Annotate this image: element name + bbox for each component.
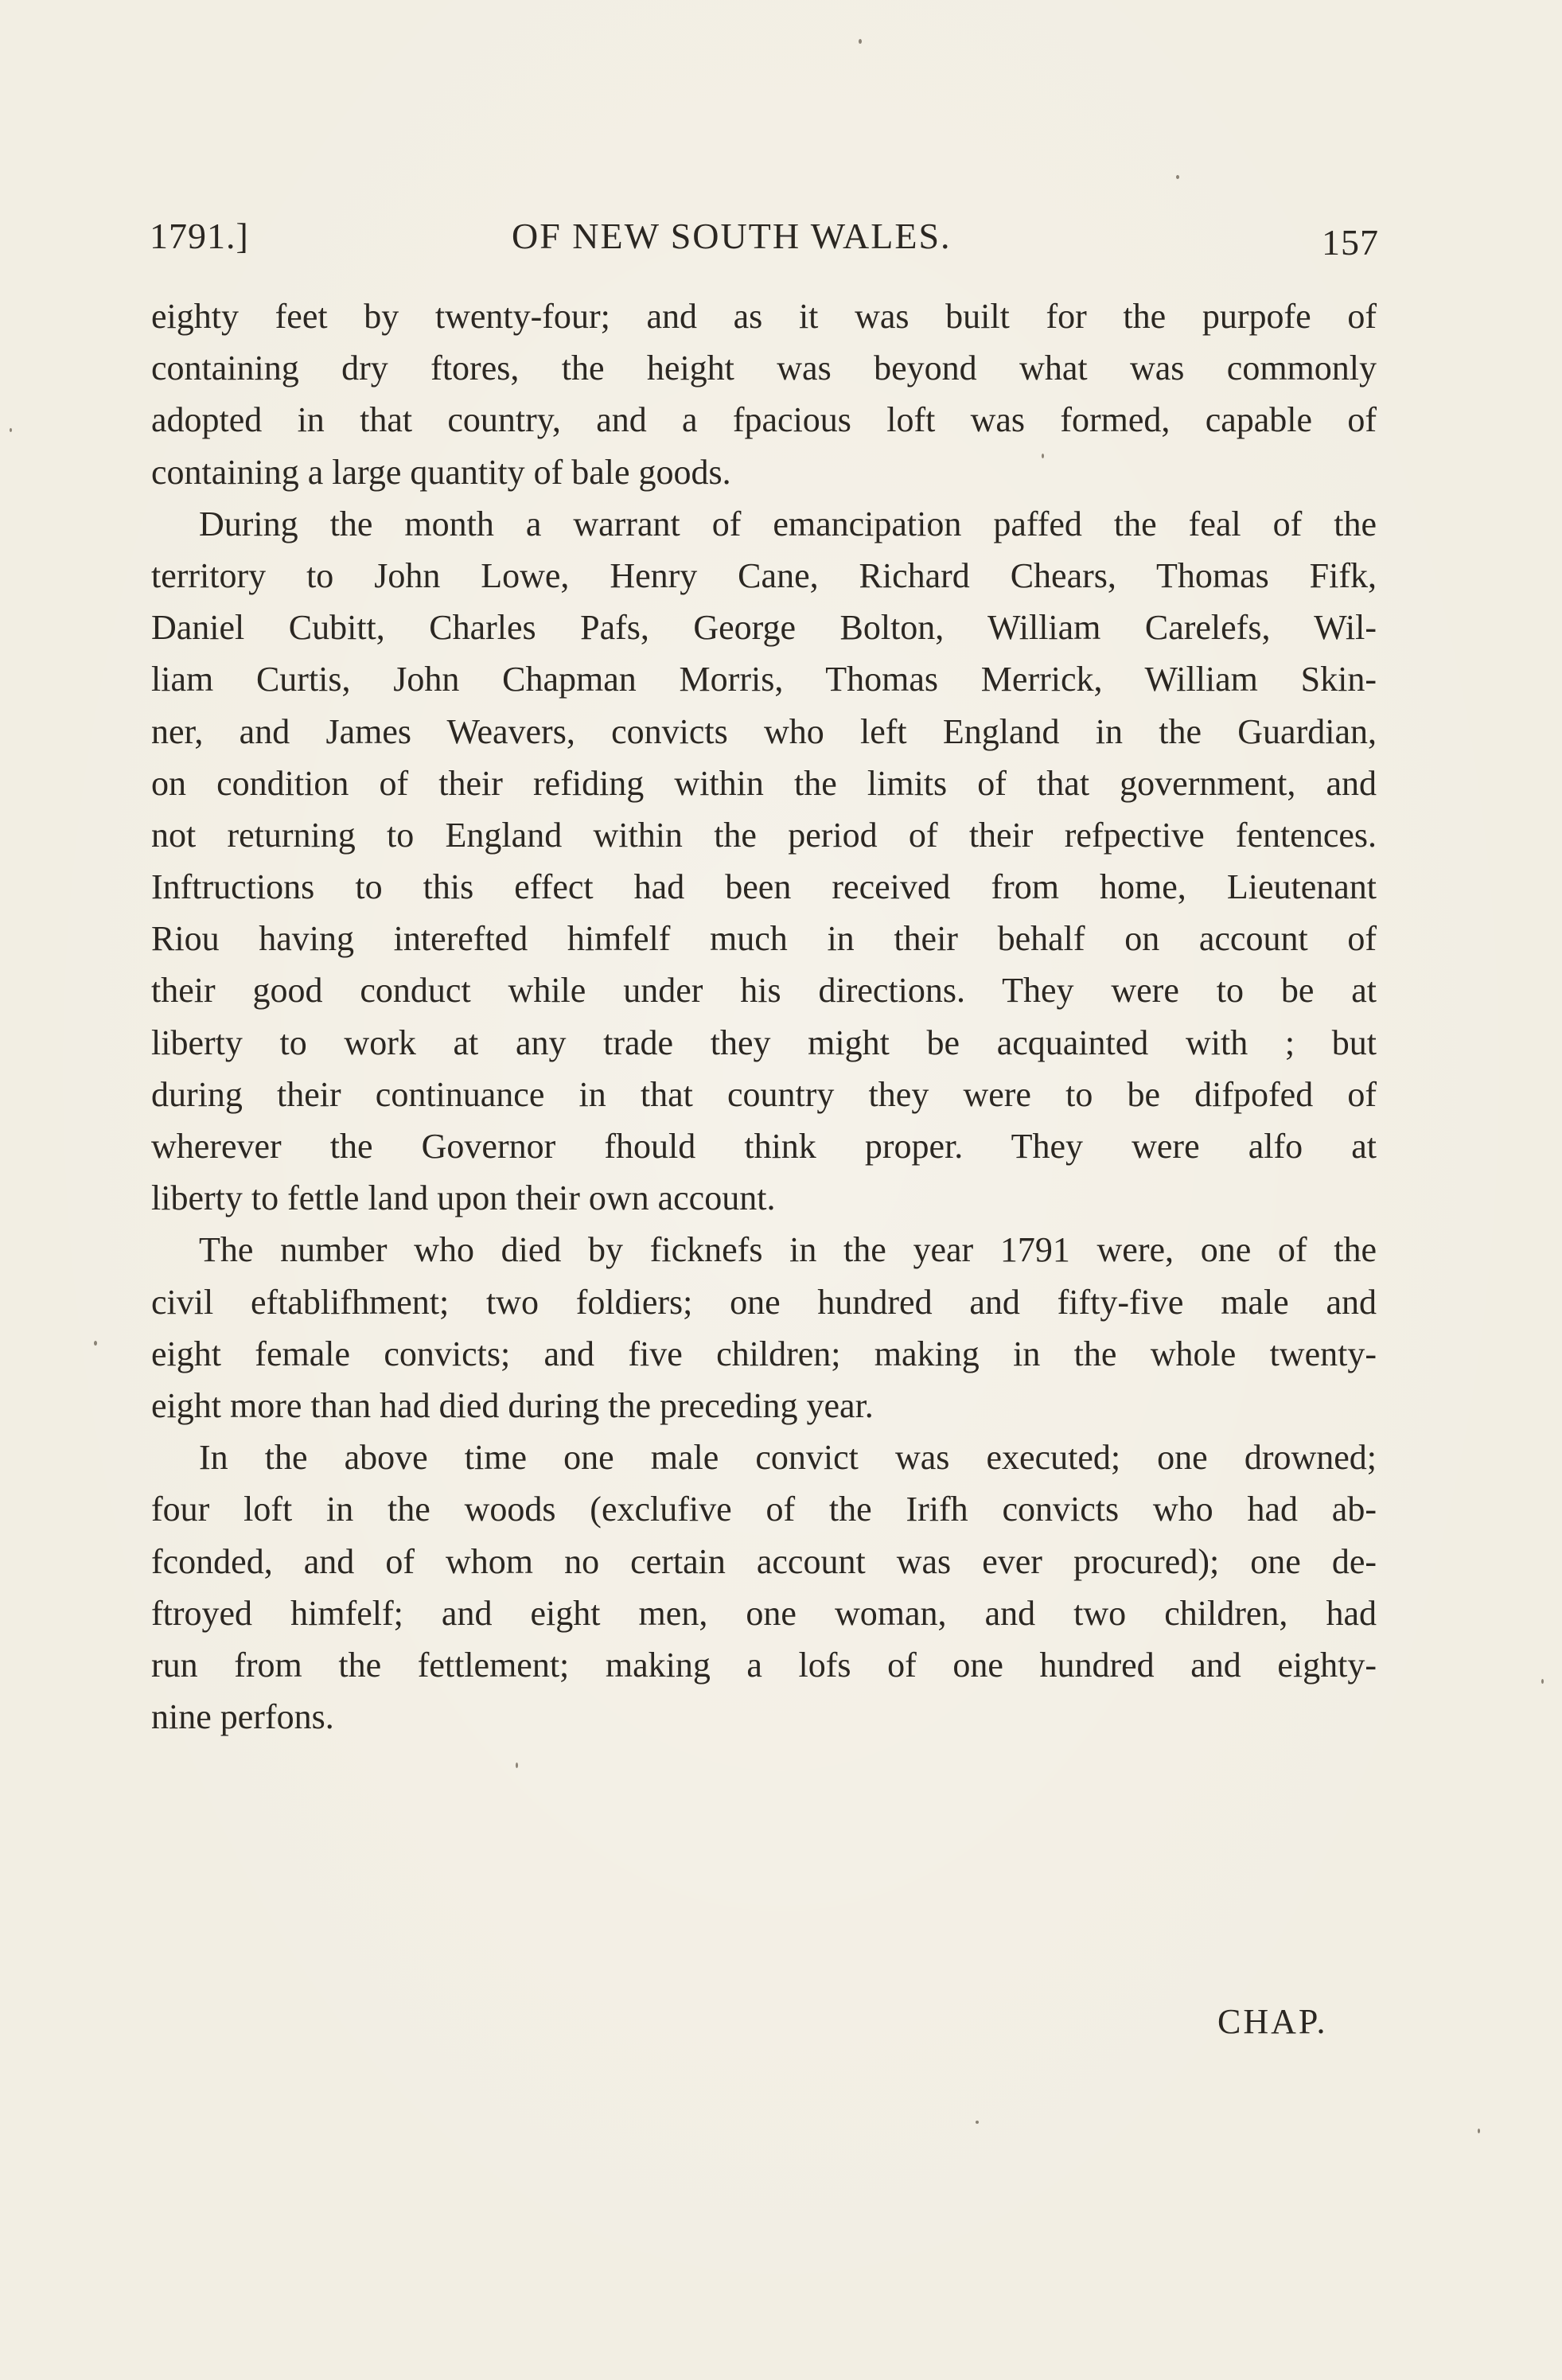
text-line: containing dry ftores, the height was beyond what was commonly: [151, 349, 1377, 388]
text-line: territory to John Lowe, Henry Cane, Richard Chears, Thomas Fifk,: [151, 555, 1377, 595]
text-line: their good conduct while under his directions. They were to be at: [151, 971, 1377, 1011]
text-line: ftroyed himfelf; and eight men, one woman, and two children, had: [151, 1593, 1377, 1633]
text-line: run from the fettlement; making a lofs of one hundred and eighty-: [151, 1645, 1377, 1685]
paper-speck: [516, 1763, 518, 1768]
text-line: during their continuance in that country they were to be difpofed of: [151, 1074, 1377, 1114]
running-head: [150, 208, 1379, 264]
running-head-title: OF NEW SOUTH WALES.: [512, 216, 952, 256]
paper-speck: [859, 39, 862, 44]
text-line: ner, and James Weavers, convicts who left England in the Guardian,: [151, 711, 1377, 751]
text-line: wherever the Governor fhould think proper. They were alfo at: [151, 1127, 1377, 1166]
text-line: containing a large quantity of bale goods.: [151, 452, 731, 492]
text-line: adopted in that country, and a fpacious loft was formed, capable of: [151, 400, 1377, 440]
text-line: four loft in the woods (exclufive of the Irifh convicts who had ab-: [151, 1490, 1377, 1529]
text-line: liberty to fettle land upon their own account.: [151, 1178, 776, 1218]
page-number: 157: [1322, 222, 1379, 263]
text-line: During the month a warrant of emancipation paffed the feal of the: [199, 504, 1377, 543]
paper-speck: [94, 1341, 97, 1346]
text-line: Riou having interefted himfelf much in their behalf on account of: [151, 919, 1377, 959]
paper-speck: [1042, 454, 1044, 458]
text-line: eight more than had died during the preceding year.: [151, 1385, 874, 1425]
text-line: fconded, and of whom no certain account was ever procured); one de-: [151, 1541, 1377, 1581]
text-line: eight female convicts; and five children; making in the whole twenty-: [151, 1334, 1377, 1373]
catchword: CHAP.: [1217, 2002, 1328, 2041]
paper-speck: [976, 2121, 979, 2124]
paper-speck: [1478, 2129, 1480, 2133]
text-line: Inftructions to this effect had been received from home, Lieutenant: [151, 867, 1377, 907]
text-line: In the above time one male convict was executed; one drowned;: [199, 1438, 1377, 1478]
text-line: Daniel Cubitt, Charles Pafs, George Bolton, William Carelefs, Wil-: [151, 608, 1377, 648]
text-line: not returning to England within the period of their refpective fentences.: [151, 815, 1377, 855]
body-text: [151, 290, 1377, 1743]
text-line: The number who died by ficknefs in the year 1791 were, one of the: [199, 1230, 1377, 1270]
paper-speck: [1541, 1679, 1544, 1684]
text-line: civil eftablifhment; two foldiers; one hundred and fifty-five male and: [151, 1282, 1377, 1322]
text-line: nine perfons.: [151, 1697, 334, 1737]
text-line: liberty to work at any trade they might be acquainted with ; but: [151, 1023, 1377, 1062]
text-line: liam Curtis, John Chapman Morris, Thomas Merrick, William Skin-: [151, 660, 1377, 699]
running-head-year: 1791.]: [150, 216, 249, 256]
text-line: on condition of their refiding within the limits of that government, and: [151, 763, 1377, 803]
paper-speck: [10, 428, 12, 432]
paper-speck: [1176, 175, 1179, 179]
text-line: eighty feet by twenty-four; and as it was built for the purpofe of: [151, 297, 1377, 336]
